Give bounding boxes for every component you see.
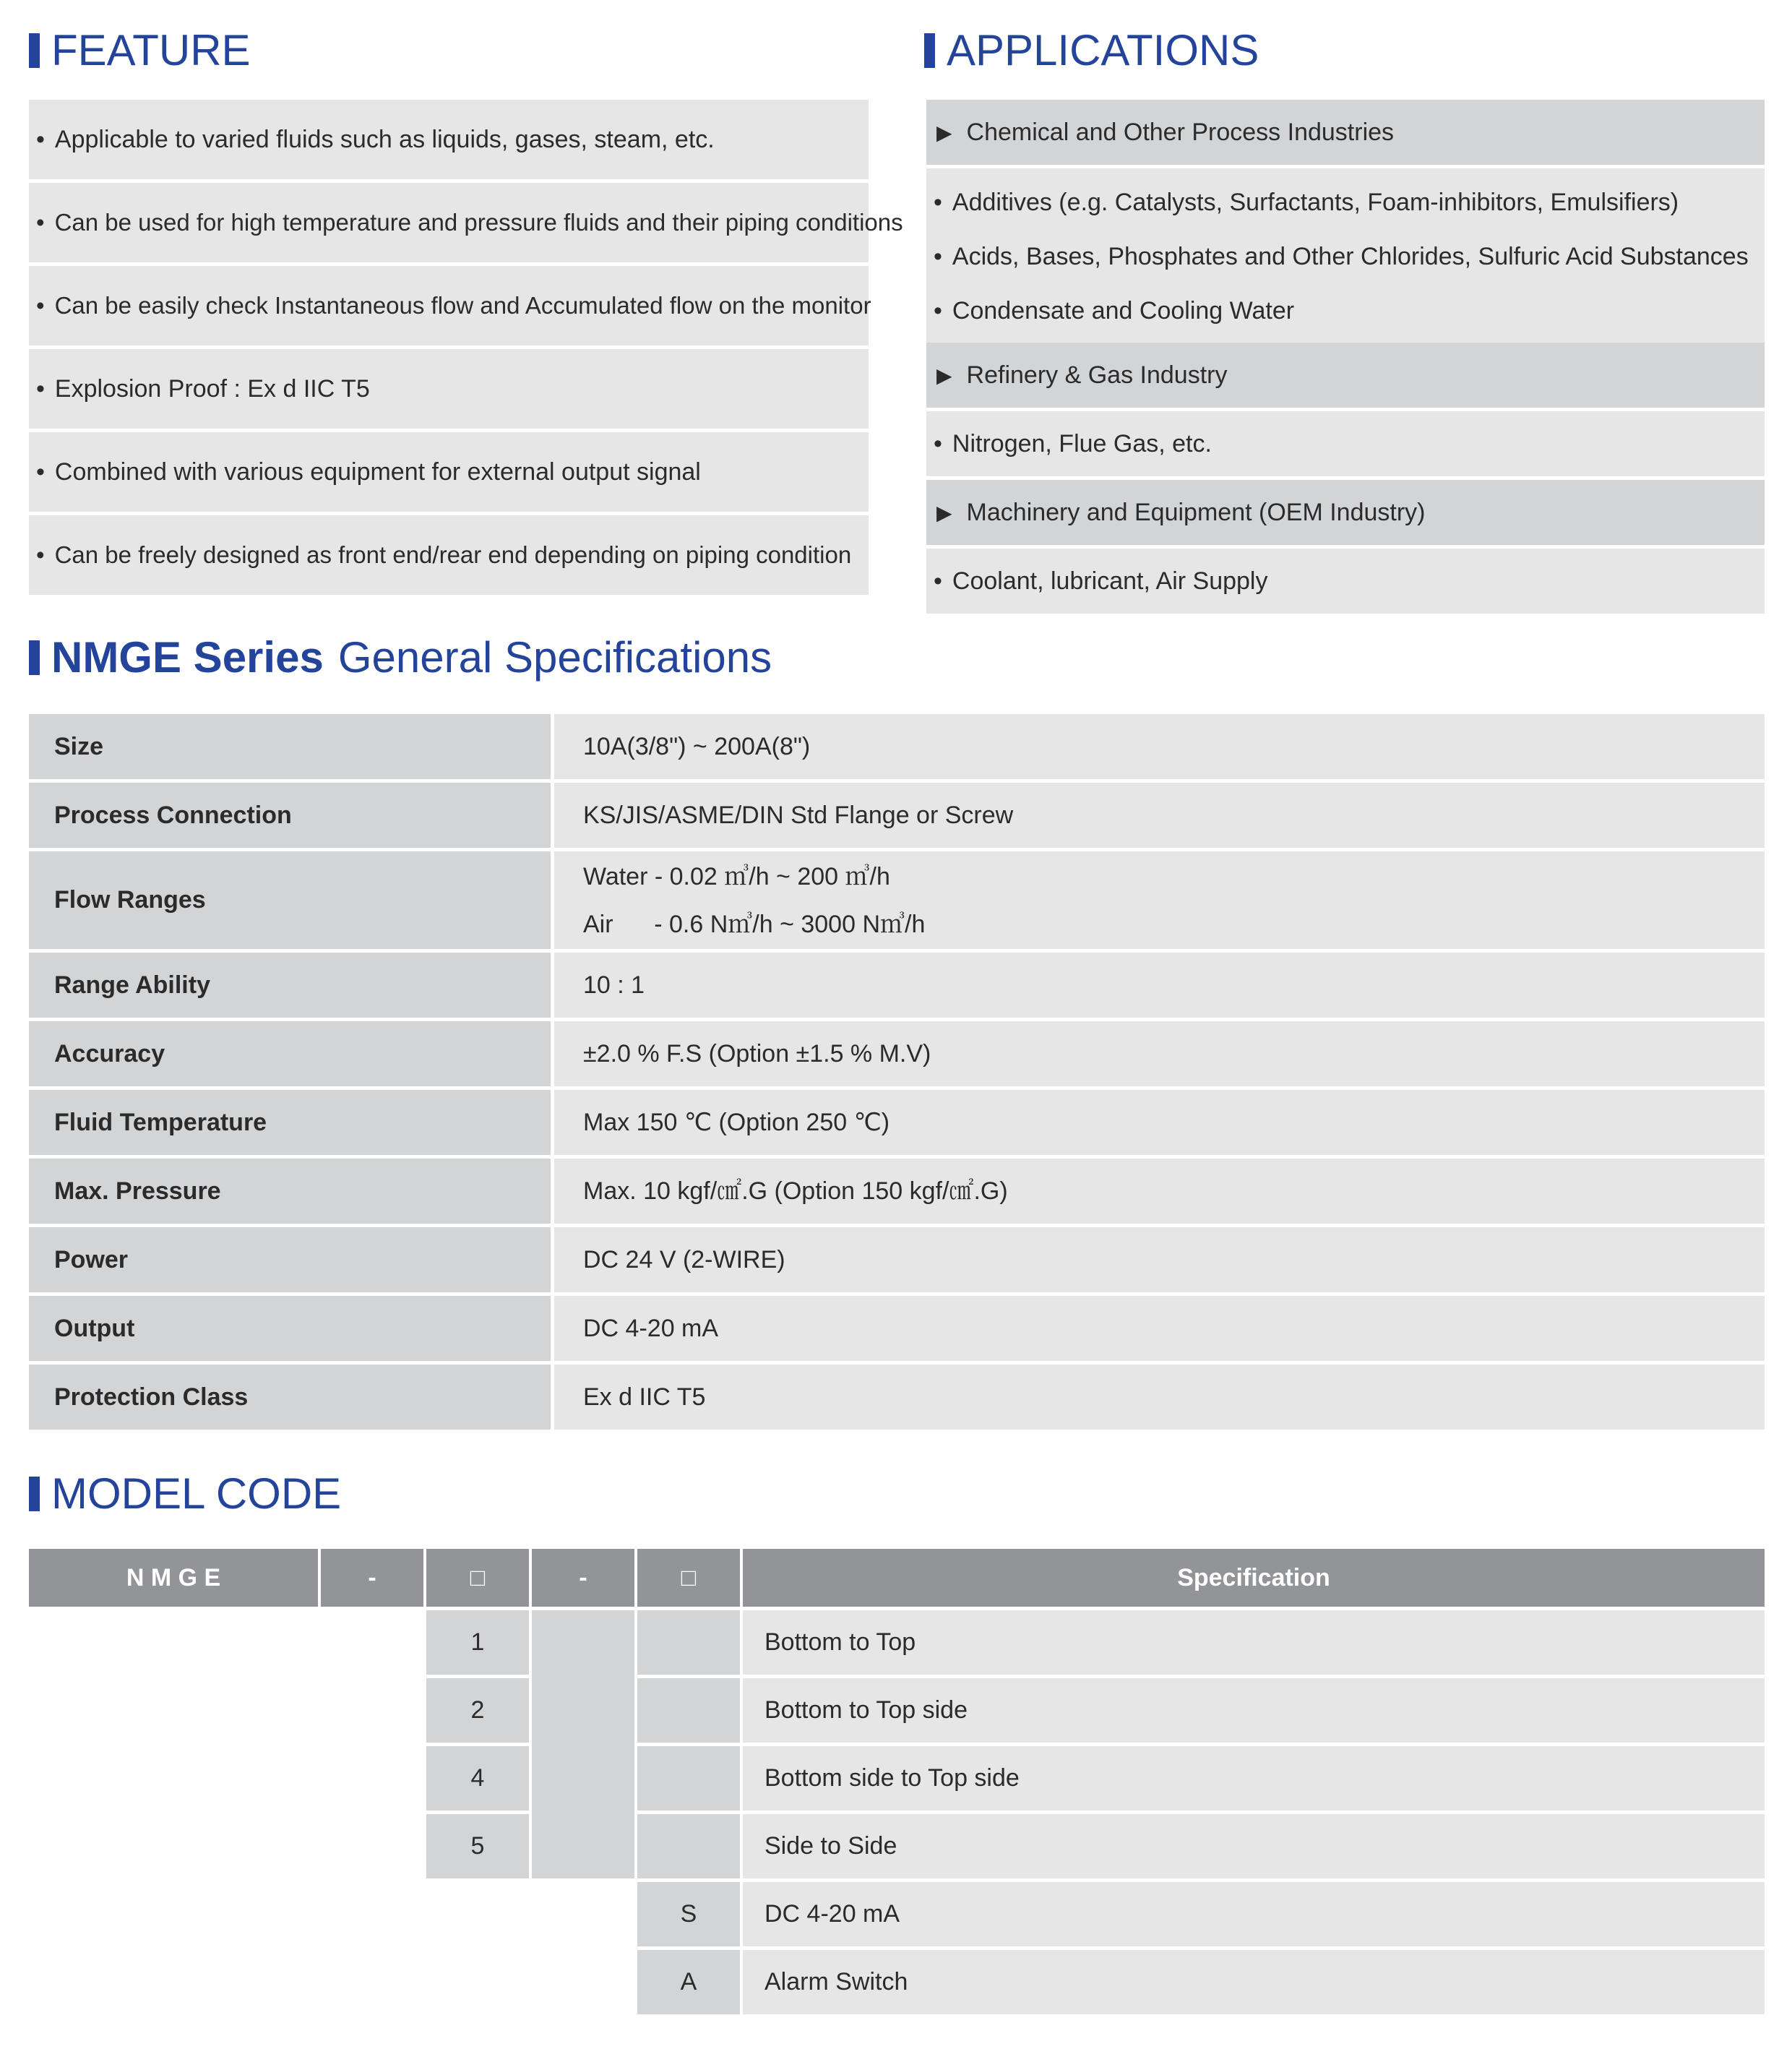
feature-heading [29,26,251,74]
application-group [926,549,1765,614]
model-code-cell [637,1678,740,1743]
spec-row [29,851,1765,949]
model-code-spec: Bottom to Top side [743,1678,1765,1743]
application-category: ▶ Refinery & Gas Industry [926,343,1765,408]
model-code-cell: 4 [426,1746,529,1810]
model-code-merged-cell [532,1610,634,1878]
model-code-spec: Side to Side [743,1814,1765,1878]
spec-label: Accuracy [29,1021,551,1086]
application-category: ▶ Machinery and Equipment (OEM Industry) [926,480,1765,545]
spec-row [29,1227,1765,1292]
spec-value: Water - 0.02 ㎥/h ~ 200 ㎥/h Air - 0.6 N㎥/h ~ 3000 N㎥/h [554,851,1765,949]
spec-row [29,783,1765,848]
model-code-header-model: N M G E [29,1549,318,1607]
model-code-cell: 1 [426,1610,529,1675]
spec-label: Max. Pressure [29,1159,551,1224]
spec-value: KS/JIS/ASME/DIN Std Flange or Screw [554,783,1765,848]
model-code-cell: S [637,1882,740,1946]
heading-bar [29,33,40,68]
feature-item: • Combined with various equipment for external output signal [29,432,869,512]
application-item: • Acids, Bases, Phosphates and Other Chlorides, Sulfuric Acid Substances [934,243,1749,270]
triangle-icon: ▶ [936,364,952,387]
spec-value: 10 : 1 [554,953,1765,1018]
model-code-cell [637,1610,740,1675]
model-code-header-box: □ [426,1549,529,1607]
application-item: • Nitrogen, Flue Gas, etc. [934,429,1212,458]
application-item: • Coolant, lubricant, Air Supply [934,567,1268,595]
model-code-spec: Bottom side to Top side [743,1746,1765,1810]
model-code-title: MODEL CODE [51,1469,342,1518]
spec-value: Ex d IIC T5 [554,1365,1765,1430]
spec-value: 10A(3/8") ~ 200A(8") [554,714,1765,779]
spec-label: Range Ability [29,953,551,1018]
application-item: • Additives (e.g. Catalysts, Surfactants, Foam-inhibitors, Emulsifiers) [934,189,1679,216]
application-item: • Condensate and Cooling Water [934,297,1295,325]
spec-label: Size [29,714,551,779]
spec-row [29,714,1765,779]
spec-label: Power [29,1227,551,1292]
spec-value: ±2.0 % F.S (Option ±1.5 % M.V) [554,1021,1765,1086]
model-code-header-dash: - [532,1549,634,1607]
spec-row [29,1296,1765,1361]
spec-label: Protection Class [29,1365,551,1430]
feature-item: • Can be freely designed as front end/rear end depending on piping condition [29,515,869,595]
model-code-cell [637,1814,740,1878]
model-code-spec: DC 4-20 mA [743,1882,1765,1946]
spec-row [29,1021,1765,1086]
model-code-cell: A [637,1950,740,2014]
heading-bar [29,640,40,675]
application-category: ▶ Chemical and Other Process Industries [926,100,1765,165]
specs-table [29,714,1765,1433]
applications-title: APPLICATIONS [947,26,1259,74]
feature-item: • Can be used for high temperature and pressure fluids and their piping conditions [29,183,869,262]
spec-label: Output [29,1296,551,1361]
specs-title-series: NMGE Series [51,633,324,682]
spec-row [29,1090,1765,1155]
spec-value: DC 24 V (2-WIRE) [554,1227,1765,1292]
spec-value: Max 150 ℃ (Option 250 ℃) [554,1090,1765,1155]
applications-heading [924,26,1259,74]
spec-label: Flow Ranges [29,851,551,949]
spec-label: Process Connection [29,783,551,848]
spec-value: DC 4-20 mA [554,1296,1765,1361]
model-code-header-spec: Specification [743,1549,1765,1607]
spec-label: Fluid Temperature [29,1090,551,1155]
spec-row [29,1365,1765,1430]
application-group [926,411,1765,476]
triangle-icon: ▶ [936,121,952,144]
model-code-spec: Alarm Switch [743,1950,1765,2014]
feature-item: • Can be easily check Instantaneous flow and Accumulated flow on the monitor [29,266,869,345]
feature-title: FEATURE [51,26,251,74]
specs-title-rest: General Specifications [337,633,772,682]
heading-bar [29,1477,40,1511]
feature-item: • Applicable to varied fluids such as liquids, gases, steam, etc. [29,100,869,179]
spec-value: Max. 10 kgf/㎠.G (Option 150 kgf/㎠.G) [554,1159,1765,1224]
specs-heading [29,633,772,682]
heading-bar [924,33,935,68]
feature-list [29,100,903,598]
spec-row [29,1159,1765,1224]
feature-item: • Explosion Proof : Ex d IIC T5 [29,349,869,429]
model-code-header-box: □ [637,1549,740,1607]
triangle-icon: ▶ [936,501,952,524]
applications-list [926,100,1765,614]
model-code-spec: Bottom to Top [743,1610,1765,1675]
spec-row [29,953,1765,1018]
model-code-header-dash: - [321,1549,423,1607]
model-code-heading [29,1469,342,1518]
model-code-cell: 2 [426,1678,529,1743]
model-code-cell: 5 [426,1814,529,1878]
application-group [926,168,1765,343]
model-code-cell [637,1746,740,1810]
